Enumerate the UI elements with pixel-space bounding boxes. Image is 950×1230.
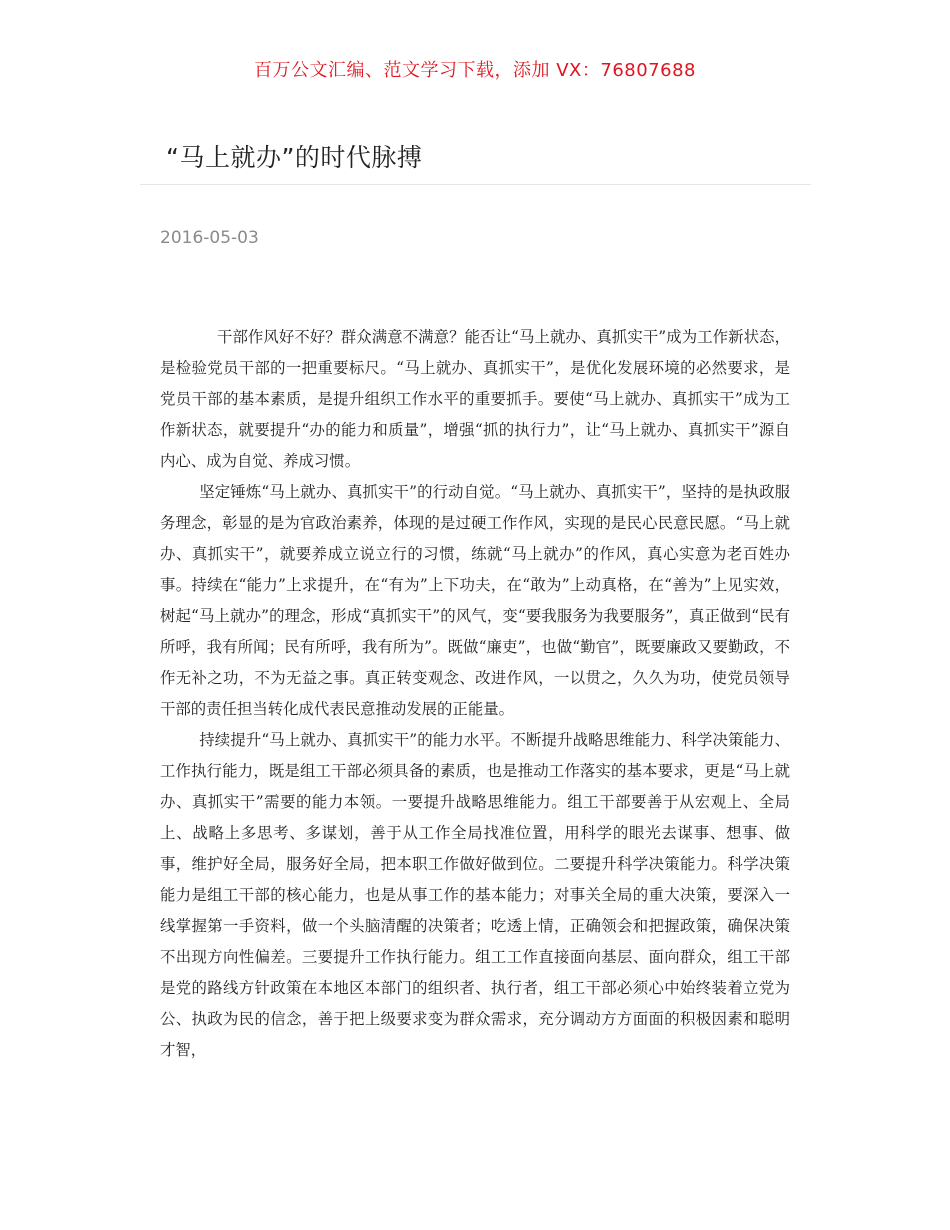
publish-date: 2016-05-03 (160, 228, 259, 248)
paragraph: 持续提升“马上就办、真抓实干”的能力水平。不断提升战略思维能力、科学决策能力、工作执行能力，既是组工干部必须具备的素质，也是推动工作落实的基本要求，更是“马上就办、真抓实干”需要的能力本领。一要提升战略思维能力。组工干部要善于从宏观上、全局上、战略上多思考、多谋划，善于从工作全局找准位置，用科学的眼光去谋事、想事、做事，维护好全局，服务好全局，把本职工作做好做到位。二要提升科学决策能力。科学决策能力是组工干部的核心能力，也是从事工作的基本能力；对事关全局的重大决策，要深入一线掌握第一手资料，做一个头脑清醒的决策者；吃透上情，正确领会和把握政策，确保决策不出现方向性偏差。三要提升工作执行能力。组工工作直接面向基层、面向群众，组工干部是党的路线方针政策在本地区本部门的组织者、执行者，组工干部必须心中始终装着立党为公、执政为民的信念，善于把上级要求变为群众需求，充分调动方方面面的积极因素和聪明才智， (160, 731, 790, 1059)
promo-banner: 百万公文汇编、范文学习下载，添加 VX：76807688 (254, 60, 696, 81)
article-body (160, 322, 790, 1066)
article-title: “马上就办”的时代脉搏 (166, 143, 423, 172)
title-divider (140, 184, 811, 185)
paragraph: 干部作风好不好？群众满意不满意？能否让“马上就办、真抓实干”成为工作新状态，是检验党员干部的一把重要标尺。“马上就办、真抓实干”，是优化发展环境的必然要求，是党员干部的基本素质，是提升组织工作水平的重要抓手。要使“马上就办、真抓实干”成为工作新状态，就要提升“办的能力和质量”，增强“抓的执行力”，让“马上就办、真抓实干”源自内心、成为自觉、养成习惯。 (160, 328, 790, 470)
paragraph: 坚定锤炼“马上就办、真抓实干”的行动自觉。“马上就办、真抓实干”，坚持的是执政服务理念，彰显的是为官政治素养，体现的是过硬工作作风，实现的是民心民意民愿。“马上就办、真抓实干”，就要养成立说立行的习惯，练就“马上就办”的作风，真心实意为老百姓办事。持续在“能力”上求提升，在“有为”上下功夫，在“敢为”上动真格，在“善为”上见实效，树起“马上就办”的理念，形成“真抓实干”的风气，变“要我服务为我要服务”，真正做到“民有所呼，我有所闻；民有所呼，我有所为”。既做“廉吏”，也做“勤官”，既要廉政又要勤政，不作无补之功，不为无益之事。真正转变观念、改进作风，一以贯之，久久为功，使党员领导干部的责任担当转化成代表民意推动发展的正能量。 (160, 483, 790, 718)
